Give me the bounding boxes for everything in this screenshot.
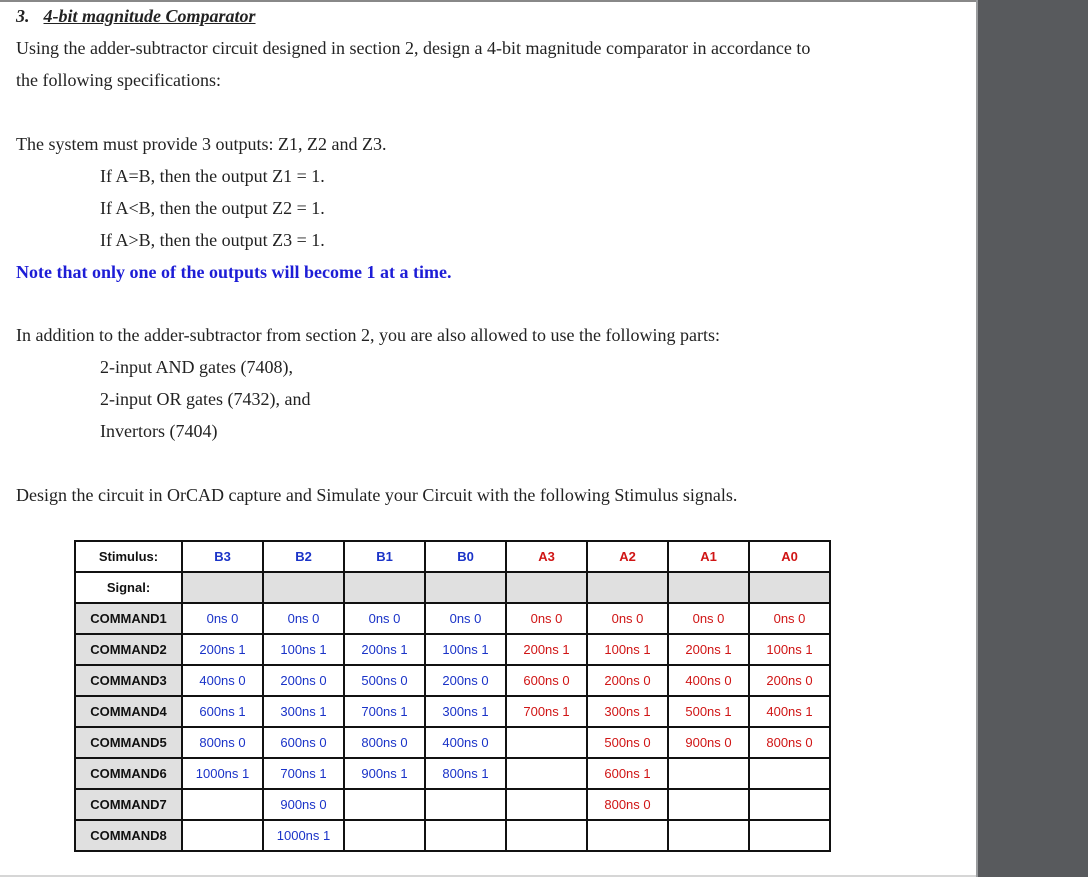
section-heading <box>16 6 256 26</box>
command-label: COMMAND1 <box>75 603 182 634</box>
design-instruction: Design the circuit in OrCAD capture and Simulate your Circuit with the following Stimulus signals. <box>16 485 738 505</box>
table-cell: 800ns 0 <box>344 727 425 758</box>
table-cell <box>668 789 749 820</box>
outputs-note: Note that only one of the outputs will become 1 at a time. <box>16 262 452 282</box>
signal-cell <box>182 572 263 603</box>
table-cell: 200ns 1 <box>344 634 425 665</box>
signal-cell <box>668 572 749 603</box>
signal-cell <box>587 572 668 603</box>
table-cell: 0ns 0 <box>263 603 344 634</box>
table-cell <box>668 758 749 789</box>
signal-cell <box>425 572 506 603</box>
table-cell: 200ns 1 <box>182 634 263 665</box>
table-row <box>75 727 830 758</box>
part-item: 2-input AND gates (7408), <box>100 357 293 377</box>
table-cell <box>344 820 425 851</box>
part-item: Invertors (7404) <box>100 421 218 441</box>
table-cell: 800ns 0 <box>182 727 263 758</box>
command-label: COMMAND2 <box>75 634 182 665</box>
table-cell: 700ns 1 <box>263 758 344 789</box>
section-number: 3. <box>16 6 30 26</box>
outputs-statement: The system must provide 3 outputs: Z1, Z2 and Z3. <box>16 134 387 154</box>
stimulus-label: Stimulus: <box>75 541 182 572</box>
command-label: COMMAND4 <box>75 696 182 727</box>
table-cell: 200ns 0 <box>425 665 506 696</box>
column-header: A2 <box>587 541 668 572</box>
table-cell: 1000ns 1 <box>263 820 344 851</box>
table-cell: 500ns 1 <box>668 696 749 727</box>
table-cell: 900ns 0 <box>263 789 344 820</box>
table-cell: 400ns 0 <box>425 727 506 758</box>
column-header: A3 <box>506 541 587 572</box>
table-cell: 0ns 0 <box>344 603 425 634</box>
signal-cell <box>263 572 344 603</box>
table-cell <box>506 789 587 820</box>
command-label: COMMAND7 <box>75 789 182 820</box>
table-cell <box>182 789 263 820</box>
table-cell <box>506 758 587 789</box>
part-item: 2-input OR gates (7432), and <box>100 389 311 409</box>
command-label: COMMAND5 <box>75 727 182 758</box>
command-label: COMMAND6 <box>75 758 182 789</box>
table-cell: 600ns 1 <box>587 758 668 789</box>
table-cell: 800ns 0 <box>749 727 830 758</box>
table-cell: 200ns 1 <box>668 634 749 665</box>
table-cell: 900ns 1 <box>344 758 425 789</box>
signal-cell <box>506 572 587 603</box>
table-cell: 0ns 0 <box>668 603 749 634</box>
table-cell <box>425 820 506 851</box>
table-cell: 200ns 0 <box>587 665 668 696</box>
table-header-row <box>75 541 830 572</box>
table-cell: 0ns 0 <box>749 603 830 634</box>
table-row <box>75 820 830 851</box>
table-cell <box>749 789 830 820</box>
table-cell: 100ns 1 <box>587 634 668 665</box>
table-cell: 800ns 1 <box>425 758 506 789</box>
table-cell: 500ns 0 <box>587 727 668 758</box>
table-cell: 500ns 0 <box>344 665 425 696</box>
side-panel <box>976 0 1088 877</box>
table-cell: 200ns 0 <box>263 665 344 696</box>
table-cell <box>587 820 668 851</box>
table-cell: 1000ns 1 <box>182 758 263 789</box>
table-cell: 600ns 1 <box>182 696 263 727</box>
table-cell: 100ns 1 <box>263 634 344 665</box>
table-row <box>75 603 830 634</box>
column-header: B1 <box>344 541 425 572</box>
table-row <box>75 665 830 696</box>
column-header: B2 <box>263 541 344 572</box>
command-label: COMMAND8 <box>75 820 182 851</box>
signal-cell <box>344 572 425 603</box>
condition-z3: If A>B, then the output Z3 = 1. <box>100 230 325 250</box>
column-header: B3 <box>182 541 263 572</box>
table-cell: 700ns 1 <box>344 696 425 727</box>
table-cell: 100ns 1 <box>749 634 830 665</box>
column-header: A0 <box>749 541 830 572</box>
table-cell: 300ns 1 <box>587 696 668 727</box>
table-cell <box>344 789 425 820</box>
table-cell: 0ns 0 <box>182 603 263 634</box>
table-row <box>75 634 830 665</box>
table-cell: 900ns 0 <box>668 727 749 758</box>
table-cell <box>506 820 587 851</box>
condition-z1: If A=B, then the output Z1 = 1. <box>100 166 325 186</box>
table-cell: 800ns 0 <box>587 789 668 820</box>
table-cell <box>668 820 749 851</box>
table-cell: 400ns 0 <box>182 665 263 696</box>
table-cell: 600ns 0 <box>506 665 587 696</box>
table-cell: 100ns 1 <box>425 634 506 665</box>
table-cell: 700ns 1 <box>506 696 587 727</box>
table-cell: 0ns 0 <box>425 603 506 634</box>
table-cell: 200ns 0 <box>749 665 830 696</box>
table-cell <box>182 820 263 851</box>
table-cell: 200ns 1 <box>506 634 587 665</box>
signal-cell <box>749 572 830 603</box>
table-cell: 600ns 0 <box>263 727 344 758</box>
table-cell: 300ns 1 <box>425 696 506 727</box>
table-cell <box>749 758 830 789</box>
stimulus-table <box>74 540 831 852</box>
column-header: B0 <box>425 541 506 572</box>
table-cell: 0ns 0 <box>587 603 668 634</box>
command-label: COMMAND3 <box>75 665 182 696</box>
table-cell: 400ns 1 <box>749 696 830 727</box>
table-row <box>75 789 830 820</box>
column-header: A1 <box>668 541 749 572</box>
signal-label: Signal: <box>75 572 182 603</box>
parts-intro: In addition to the adder-subtractor from section 2, you are also allowed to use the following parts: <box>16 325 720 345</box>
condition-z2: If A<B, then the output Z2 = 1. <box>100 198 325 218</box>
table-cell <box>506 727 587 758</box>
intro-line-2: the following specifications: <box>16 70 221 90</box>
table-cell <box>425 789 506 820</box>
intro-line-1: Using the adder-subtractor circuit designed in section 2, design a 4-bit magnitude comparator in accordance to <box>16 38 811 58</box>
table-cell: 400ns 0 <box>668 665 749 696</box>
section-title: 4-bit magnitude Comparator <box>43 6 256 26</box>
signal-row <box>75 572 830 603</box>
top-divider <box>0 0 976 2</box>
table-row <box>75 758 830 789</box>
table-cell: 0ns 0 <box>506 603 587 634</box>
table-cell <box>749 820 830 851</box>
table-cell: 300ns 1 <box>263 696 344 727</box>
table-row <box>75 696 830 727</box>
